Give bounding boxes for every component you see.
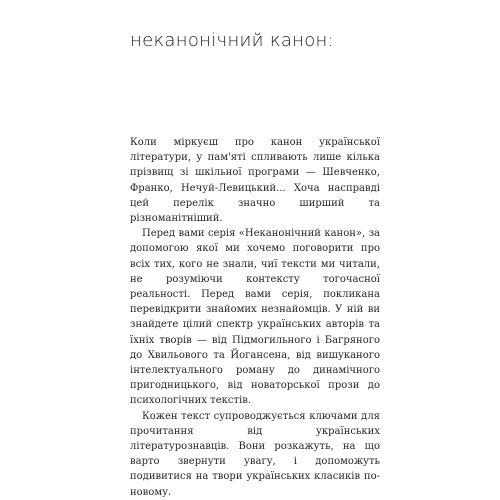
paragraph-intro: Коли міркуєш про канон української літератури, у пам'яті спливають лише кілька прізвищ зі шкільної програми — Шевченко, Франко, Нечуй-Левицький... Хоча насправді цей перелік значно ширший та різноманітніший. <box>130 137 380 225</box>
paragraph-keys: Кожен текст супроводжується ключами для прочитання від українських літературознавців. Вони розкажуть, на що варто звернути увагу, і допоможуть подивитися на твори українських класиків по-новому. <box>130 410 380 498</box>
body-text <box>130 135 380 500</box>
paragraph-series: Перед вами серія «Неканонічний канон», за допомогою якої ми хочемо поговорити про всіх тих, кого не знали, чиї тексти ми читали, не розуміючи контексту тогочасної реальності. Перед вами серія, покликана перевідкрити знайомих незнайомців. У ній ви знайдете цілий спектр українських авторів та їхніх творів — від Підмогильного і Багряного до Хвильового та Йогансена, від вишуканого інтелектуального роману до динамічного пригодницького, від новаторської прози до психологічних текстів. <box>130 228 380 407</box>
page-title: неканонічний канон: <box>130 30 334 51</box>
